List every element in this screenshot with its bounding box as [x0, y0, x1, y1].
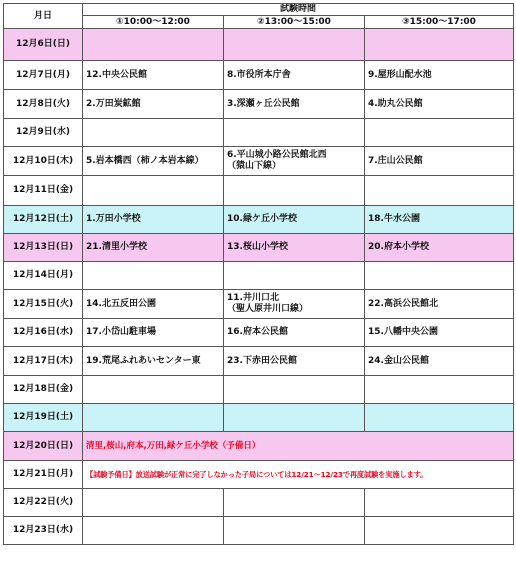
row-date: 12月14日(月) — [4, 262, 83, 290]
slot-1-cell — [83, 489, 224, 517]
slot-3-cell: 24.金山公民館 — [365, 347, 514, 376]
row-date: 12月15日(火) — [4, 290, 83, 319]
schedule-row — [4, 61, 514, 90]
schedule-row — [4, 290, 514, 319]
slot-3-cell — [365, 262, 514, 290]
slot-3-cell: 9.屋形山配水池 — [365, 61, 514, 90]
schedule-row — [4, 319, 514, 347]
slot-3-cell — [365, 176, 514, 206]
row-date: 12月9日(水) — [4, 119, 83, 147]
row-date: 12月17日(木) — [4, 347, 83, 376]
slot-3-cell: 15.八幡中央公園 — [365, 319, 514, 347]
schedule-row — [4, 432, 514, 461]
row-date: 12月20日(日) — [4, 432, 83, 461]
slot-2-cell — [224, 517, 365, 545]
schedule-row — [4, 234, 514, 262]
slot-2-cell — [224, 262, 365, 290]
slot-2-cell: 16.府本公民館 — [224, 319, 365, 347]
slot-1-cell — [83, 404, 224, 432]
row-date: 12月13日(日) — [4, 234, 83, 262]
slot-3-cell: 20.府本小学校 — [365, 234, 514, 262]
slot-1-cell — [83, 176, 224, 206]
slot-2-cell — [224, 119, 365, 147]
row-date: 12月22日(火) — [4, 489, 83, 517]
row-date: 12月6日(日) — [4, 29, 83, 61]
slot-3-cell: 7.庄山公民館 — [365, 147, 514, 176]
slot-2-cell — [224, 29, 365, 61]
row-date: 12月10日(木) — [4, 147, 83, 176]
schedule-row — [4, 147, 514, 176]
row-date: 12月11日(金) — [4, 176, 83, 206]
slot-1-cell: 2.万田炭鉱館 — [83, 90, 224, 119]
slot-1-cell: 19.荒尾ふれあいセンター東 — [83, 347, 224, 376]
slot-1-cell — [83, 376, 224, 404]
row-date: 12月21日(月) — [4, 461, 83, 489]
row-date: 12月16日(水) — [4, 319, 83, 347]
schedule-row — [4, 489, 514, 517]
row-date: 12月12日(土) — [4, 206, 83, 234]
row-notice: 【試験予備日】放送試験が正常に完了しなかった子局については12/21～12/23で再度試験を実施します。 — [83, 461, 514, 489]
slot-2-cell: 6.平山城小路公民館北西 （猿山下線） — [224, 147, 365, 176]
slot-3-cell: 4.助丸公民館 — [365, 90, 514, 119]
slot-3-cell — [365, 404, 514, 432]
slot-header-3: ③15:00～17:00 — [365, 16, 514, 29]
slot-2-cell — [224, 376, 365, 404]
row-date: 12月7日(月) — [4, 61, 83, 90]
slot-header-1: ①10:00～12:00 — [83, 16, 224, 29]
slot-2-cell: 13.桜山小学校 — [224, 234, 365, 262]
slot-2-cell: 10.緑ケ丘小学校 — [224, 206, 365, 234]
slot-1-cell: 12.中央公民館 — [83, 61, 224, 90]
slot-2-cell: 8.市役所本庁舎 — [224, 61, 365, 90]
schedule-row — [4, 517, 514, 545]
row-date: 12月18日(金) — [4, 376, 83, 404]
slot-3-cell — [365, 29, 514, 61]
slot-1-cell: 1.万田小学校 — [83, 206, 224, 234]
schedule-row — [4, 262, 514, 290]
slot-1-cell: 17.小岱山駐車場 — [83, 319, 224, 347]
schedule-table — [3, 3, 514, 545]
exam-time-header: 試験時間 — [83, 4, 514, 16]
schedule-row — [4, 176, 514, 206]
schedule-body — [4, 29, 514, 545]
row-date: 12月19日(土) — [4, 404, 83, 432]
schedule-row — [4, 29, 514, 61]
schedule-row — [4, 461, 514, 489]
slot-3-cell — [365, 376, 514, 404]
row-date: 12月23日(水) — [4, 517, 83, 545]
slot-1-cell: 5.岩本橋西（柿ノ本岩本線） — [83, 147, 224, 176]
slot-2-cell — [224, 176, 365, 206]
slot-2-cell: 3.深瀬ヶ丘公民館 — [224, 90, 365, 119]
slot-3-cell — [365, 517, 514, 545]
slot-1-cell — [83, 119, 224, 147]
slot-2-cell: 23.下赤田公民館 — [224, 347, 365, 376]
slot-2-cell — [224, 489, 365, 517]
schedule-row — [4, 90, 514, 119]
schedule-row — [4, 347, 514, 376]
slot-3-cell: 22.高浜公民館北 — [365, 290, 514, 319]
slot-header-2: ②13:00～15:00 — [224, 16, 365, 29]
slot-1-cell — [83, 517, 224, 545]
date-column-header: 月日 — [4, 4, 83, 29]
slot-1-cell — [83, 262, 224, 290]
schedule-row — [4, 119, 514, 147]
slot-3-cell — [365, 489, 514, 517]
slot-1-cell: 21.清里小学校 — [83, 234, 224, 262]
slot-2-cell — [224, 404, 365, 432]
slot-2-cell: 11.井川口北 （聖人原井川口線） — [224, 290, 365, 319]
schedule-row — [4, 206, 514, 234]
slot-3-cell: 18.牛水公園 — [365, 206, 514, 234]
schedule-row — [4, 404, 514, 432]
schedule-row — [4, 376, 514, 404]
slot-1-cell: 14.北五反田公園 — [83, 290, 224, 319]
row-notice: 清里,桜山,府本,万田,緑ケ丘小学校（予備日） — [83, 432, 514, 461]
slot-3-cell — [365, 119, 514, 147]
slot-1-cell — [83, 29, 224, 61]
row-date: 12月8日(火) — [4, 90, 83, 119]
